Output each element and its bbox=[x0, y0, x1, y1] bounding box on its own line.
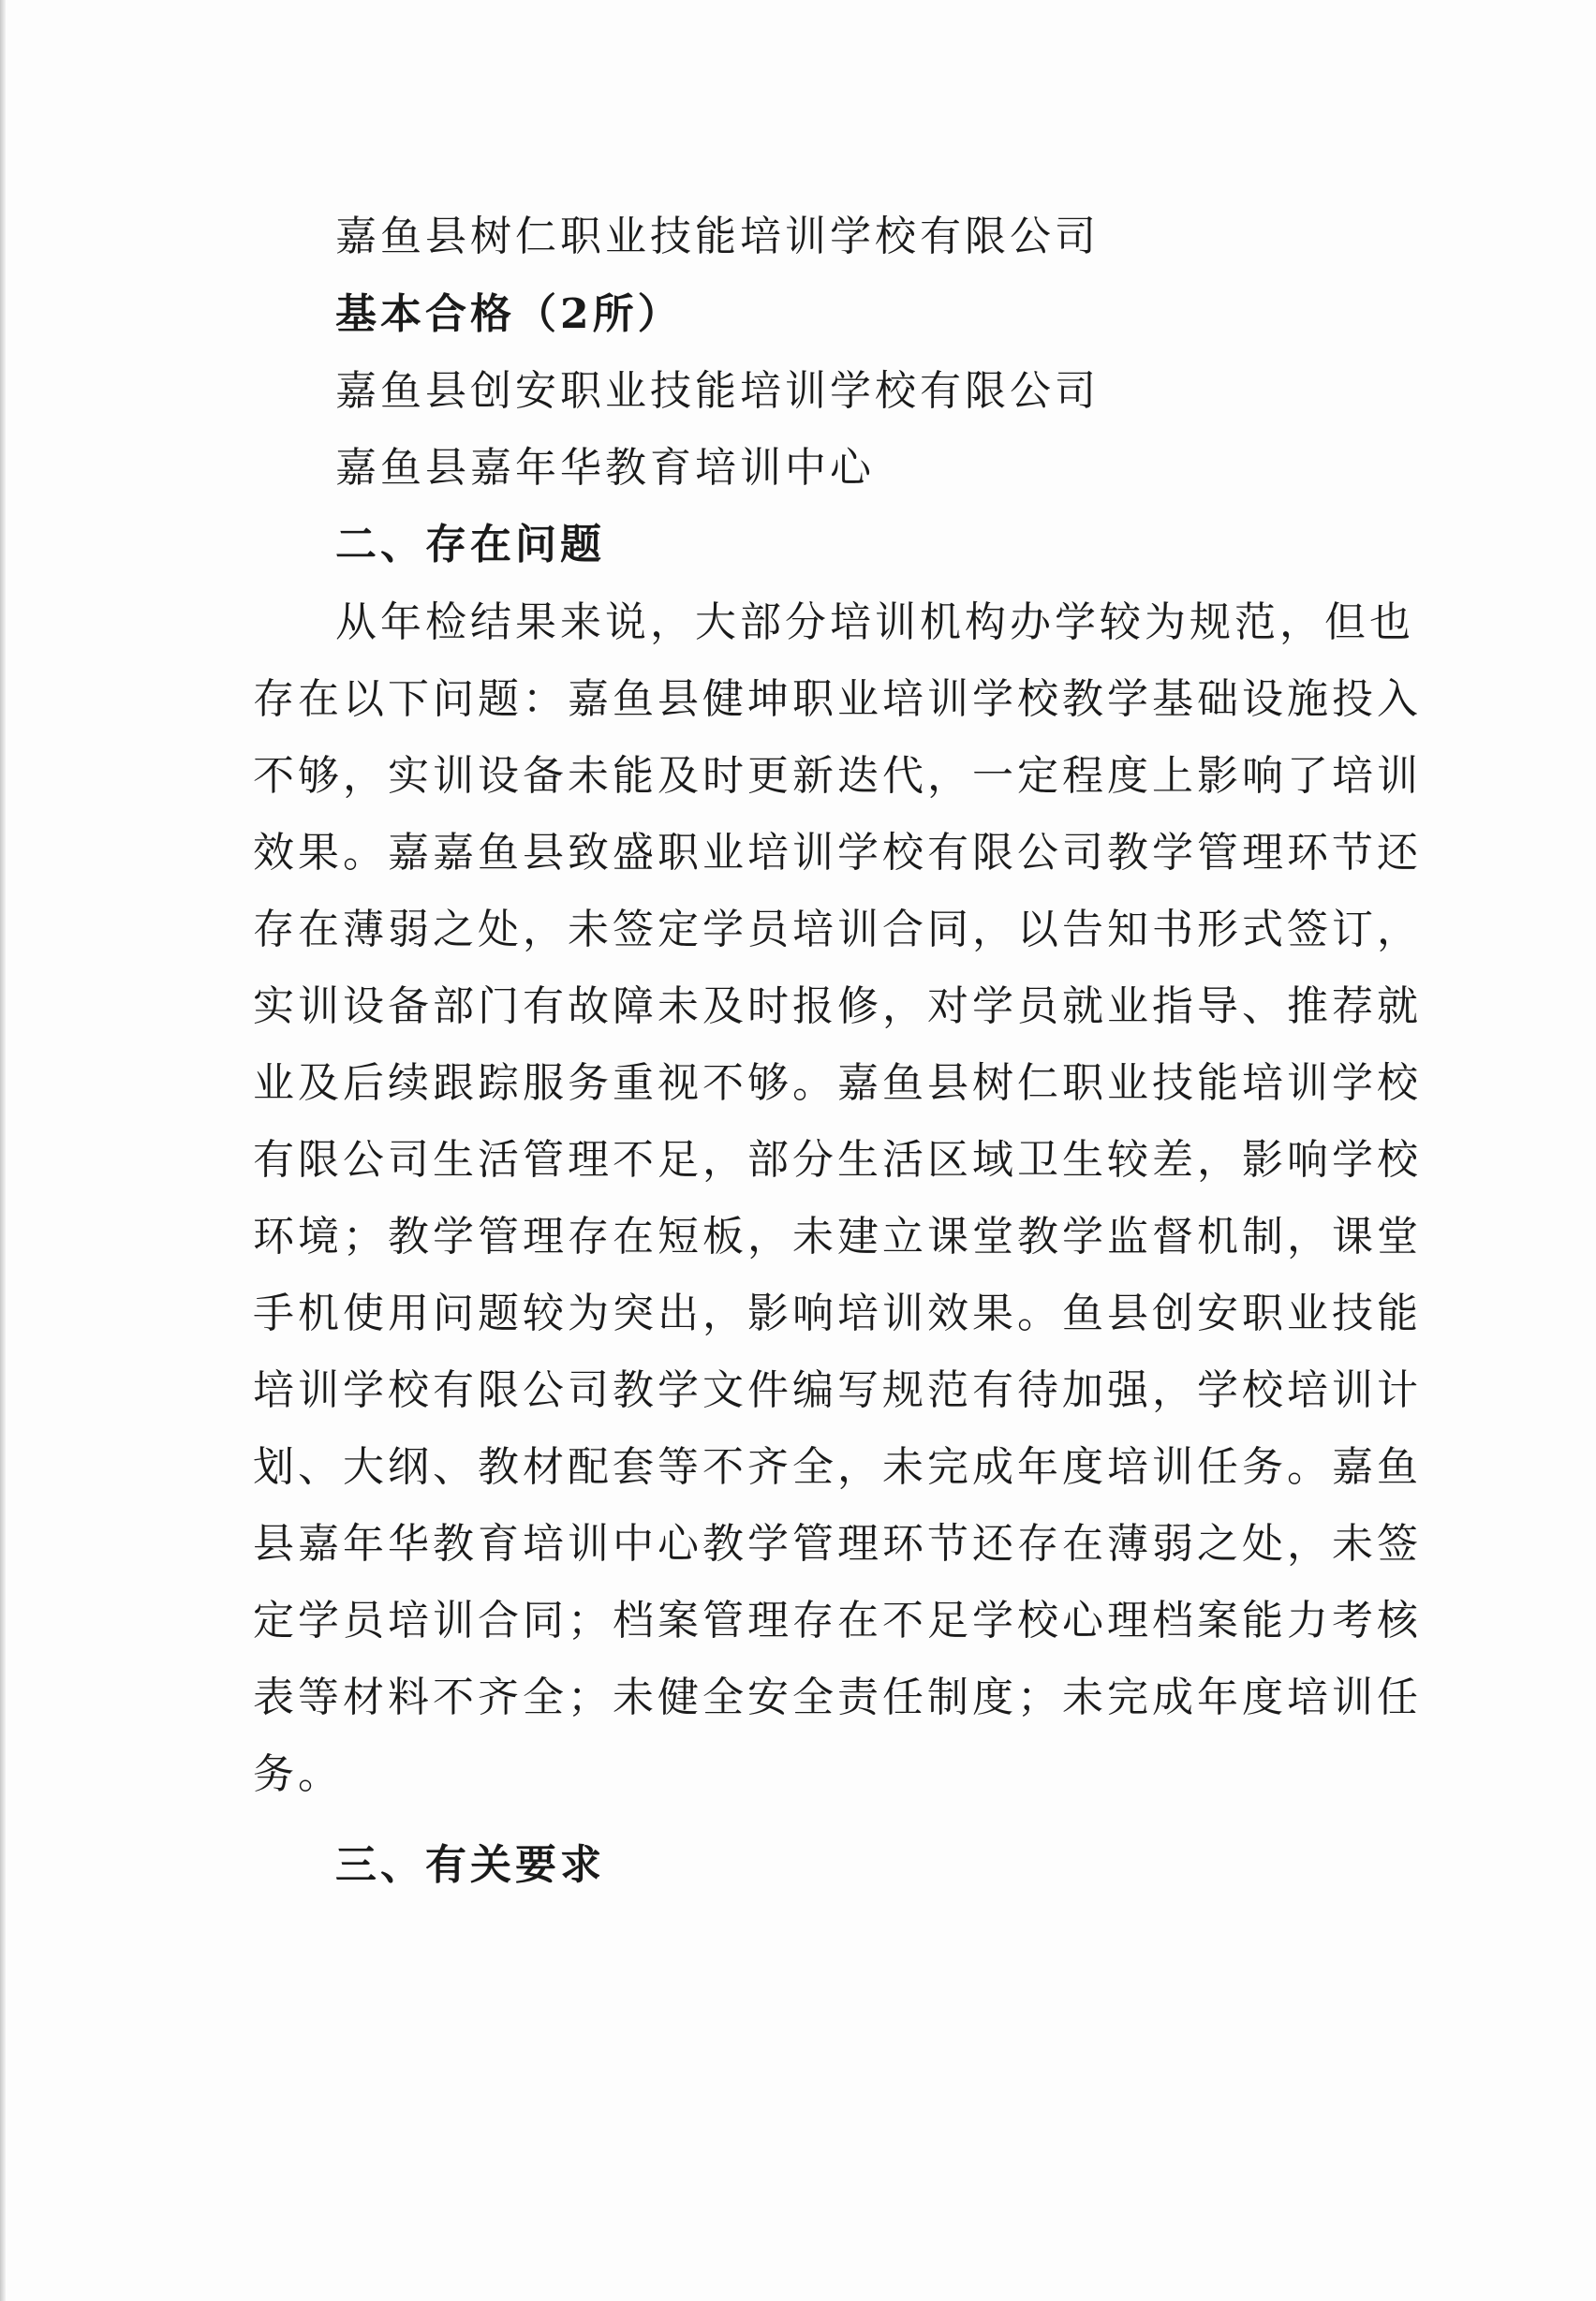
paragraph-line: 存在以下问题：嘉鱼县健坤职业培训学校教学基础设施投入 bbox=[253, 675, 1422, 723]
basic-qualified-school-jianianhua: 嘉鱼县嘉年华教育培训中心 bbox=[335, 444, 875, 492]
paragraph-line: 存在薄弱之处，未签定学员培训合同，以告知书形式签订， bbox=[253, 906, 1422, 953]
paragraph-line: 县嘉年华教育培训中心教学管理环节还存在薄弱之处，未签 bbox=[253, 1520, 1422, 1568]
section-heading-problems: 二、存在问题 bbox=[335, 521, 605, 568]
paragraph-line: 实训设备部门有故障未及时报修，对学员就业指导、推荐就 bbox=[253, 982, 1422, 1030]
paragraph-line: 务。 bbox=[253, 1750, 343, 1798]
paragraph-line: 业及后续跟踪服务重视不够。嘉鱼县树仁职业技能培训学校 bbox=[253, 1059, 1422, 1107]
scan-edge-shadow bbox=[0, 0, 6, 2301]
paragraph-line: 表等材料不齐全；未健全安全责任制度；未完成年度培训任 bbox=[253, 1674, 1422, 1721]
qualified-school-shuren: 嘉鱼县树仁职业技能培训学校有限公司 bbox=[335, 213, 1100, 260]
paragraph-line: 手机使用问题较为突出，影响培训效果。鱼县创安职业技能 bbox=[253, 1290, 1422, 1337]
paragraph-line: 定学员培训合同；档案管理存在不足学校心理档案能力考核 bbox=[253, 1597, 1422, 1645]
paragraph-line: 从年检结果来说，大部分培训机构办学较为规范，但也 bbox=[335, 598, 1414, 646]
section-heading-requirements: 三、有关要求 bbox=[335, 1841, 605, 1889]
paragraph-line: 环境；教学管理存在短板，未建立课堂教学监督机制，课堂 bbox=[253, 1213, 1422, 1261]
paragraph-line: 培训学校有限公司教学文件编写规范有待加强，学校培训计 bbox=[253, 1366, 1422, 1414]
paragraph-line: 效果。嘉嘉鱼县致盛职业培训学校有限公司教学管理环节还 bbox=[253, 829, 1422, 877]
basic-qualified-heading: 基本合格（2所） bbox=[335, 290, 683, 338]
basic-qualified-school-chuangan: 嘉鱼县创安职业技能培训学校有限公司 bbox=[335, 367, 1100, 415]
paragraph-line: 不够，实训设备未能及时更新迭代，一定程度上影响了培训 bbox=[253, 752, 1422, 800]
paragraph-line: 划、大纲、教材配套等不齐全，未完成年度培训任务。嘉鱼 bbox=[253, 1443, 1422, 1491]
paragraph-line: 有限公司生活管理不足，部分生活区域卫生较差，影响学校 bbox=[253, 1136, 1422, 1184]
